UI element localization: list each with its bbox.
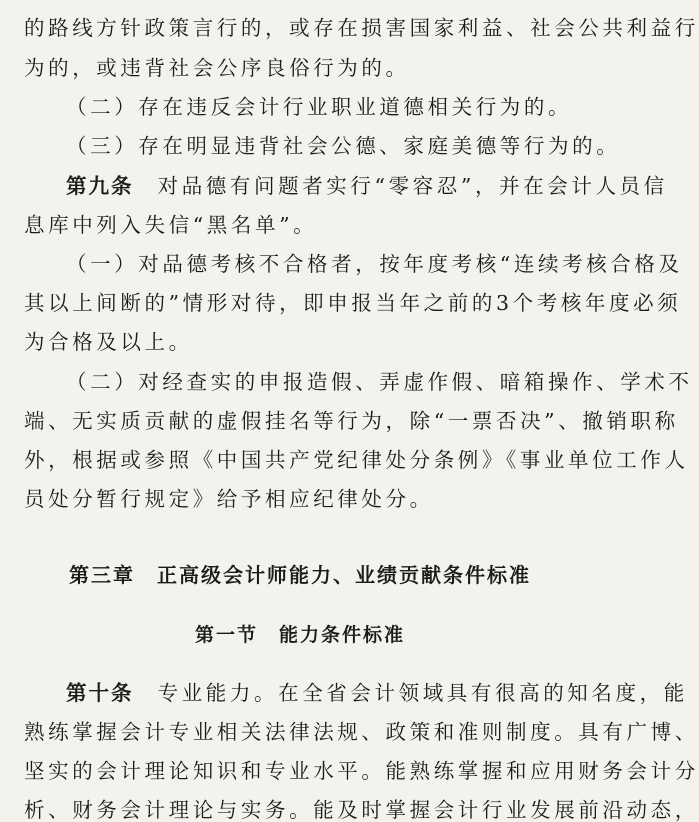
article-10-label: 第十条	[66, 681, 134, 705]
text-line: 的路线方针政策言行的，或存在损害国家利益、社会公共利益行	[24, 16, 699, 40]
article-9-line	[66, 174, 668, 198]
text-line: 坚实的会计理论知识和专业水平。能熟练掌握和应用财务会计分	[24, 759, 699, 783]
text-line: （一）对品德考核不合格者，按年度考核“连续考核合格及	[66, 252, 683, 276]
text-line: 熟练掌握会计专业相关法律法规、政策和准则制度。具有广博、	[24, 720, 699, 744]
article-9-label: 第九条	[66, 174, 134, 198]
article-10-text: 专业能力。在全省会计领域具有很高的知名度，能	[133, 681, 688, 705]
text-line: 其以上间断的”情形对待，即申报当年之前的3个考核年度必须	[24, 291, 682, 315]
article-10-line	[66, 681, 688, 705]
text-line: （三）存在明显违背社会公德、家庭美德等行为的。	[66, 134, 621, 158]
text-line: （二）对经查实的申报造假、弄虚作假、暗箱操作、学术不	[66, 370, 693, 394]
text-line: 为的，或违背社会公序良俗行为的。	[24, 56, 410, 80]
text-line: 为合格及以上。	[24, 330, 193, 354]
chapter-heading: 第三章 正高级会计师能力、业绩贡献条件标准	[69, 563, 531, 587]
text-line: （二）存在违反会计行业职业道德相关行为的。	[66, 95, 573, 119]
section-heading: 第一节 能力条件标准	[194, 624, 405, 646]
text-line: 员处分暂行规定》给予相应纪律处分。	[24, 487, 434, 511]
text-line: 外，根据或参照《中国共产党纪律处分条例》《事业单位工作人	[24, 448, 689, 472]
text-line: 析、财务会计理论与实务。能及时掌握会计行业发展前沿动态，	[24, 798, 699, 822]
text-line: 端、无实质贡献的虚假挂名等行为，除“一票否决”、撤销职称	[24, 409, 679, 433]
article-9-text: 对品德有问题者实行“零容忍”，并在会计人员信	[133, 174, 668, 198]
text-line: 息库中列入失信“黑名单”。	[24, 213, 318, 237]
